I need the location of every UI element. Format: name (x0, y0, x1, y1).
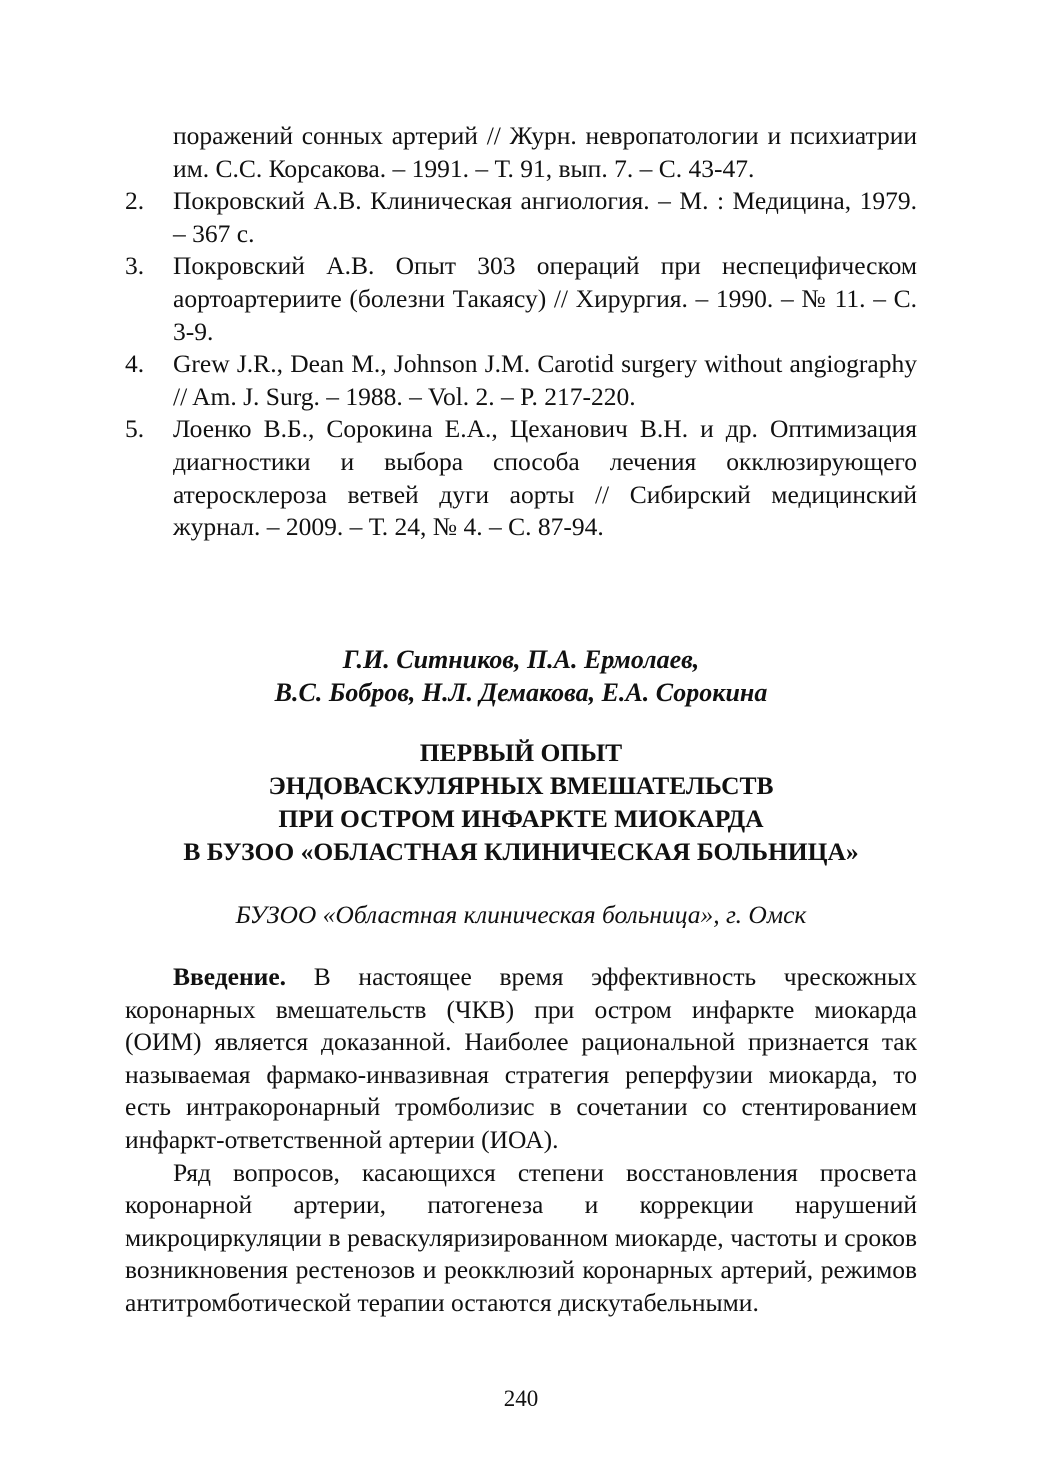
reference-text: Покровский А.В. Клиническая ангиология. – М. : Медицина, 1979. – 367 с. (173, 186, 917, 248)
reference-number: 5. (125, 414, 145, 444)
title-line: ПРИ ОСТРОМ ИНФАРКТЕ МИОКАРДА (278, 804, 764, 833)
reference-list (125, 120, 917, 544)
intro-text: В настоящее время эффективность чрескожных коронарных вмешательств (ЧКВ) при остром инфаркте миокарда (ОИМ) является доказанной. Наиболее рациональной признается так называемая фармако-инвазивная стратегия реперфузии миокарда, то есть интракоронарный тромболизис в сочетании со стентированием инфаркт-ответственной артерии (ИОА). (125, 962, 917, 1154)
title-line: ПЕРВЫЙ ОПЫТ (419, 738, 623, 767)
authors-line: Г.И. Ситников, П.А. Ермолаев, (342, 645, 700, 674)
reference-number: 4. (125, 349, 145, 379)
article-authors (125, 643, 917, 709)
reference-number: 3. (125, 251, 145, 281)
reference-number: 2. (125, 186, 145, 216)
article-body (125, 961, 917, 1320)
article-title (125, 736, 917, 868)
intro-label: Введение. (173, 962, 287, 991)
reference-text: поражений сонных артерий // Журн. невропатологии и психиатрии им. С.С. Корсакова. – 1991. – Т. 91, вып. 7. – С. 43-47. (173, 121, 917, 183)
authors-line: В.С. Бобров, Н.Л. Демакова, Е.А. Сорокина (274, 678, 768, 707)
intro-paragraph (125, 961, 917, 1157)
affiliation: БУЗОО «Областная клиническая больница», г. Омск (235, 900, 807, 929)
reference-text: Лоенко В.Б., Сорокина Е.А., Цеханович В.Н. и др. Оптимизация диагностики и выбора способа лечения окклюзирующего атеросклероза ветвей дуги аорты // Сибирский медицинский журнал. – 2009. – Т. 24, № 4. – С. 87-94. (173, 414, 917, 542)
reference-item (125, 120, 917, 185)
body-paragraph: Ряд вопросов, касающихся степени восстановления просвета коронарной артерии, патогенеза и коррекции нарушений микроциркуляции в реваскуляризированном миокарде, частоты и сроков возникновения рестенозов и реокклюзий коронарных артерий, режимов антитромботической терапии остаются дискутабельными. (125, 1157, 917, 1317)
title-line: ЭНДОВАСКУЛЯРНЫХ ВМЕШАТЕЛЬСТВ (268, 771, 774, 800)
reference-item (125, 413, 917, 543)
reference-item (125, 185, 917, 250)
page-number: 240 (503, 1386, 539, 1411)
reference-item (125, 348, 917, 413)
reference-text: Grew J.R., Dean M., Johnson J.M. Carotid surgery without angiography // Am. J. Surg. – 1988. – Vol. 2. – P. 217-220. (173, 349, 917, 411)
reference-text: Покровский А.В. Опыт 303 операций при неспецифическом аортоартериите (болезни Такаясу) // Хирургия. – 1990. – № 11. – С. 3-9. (173, 251, 917, 346)
title-line: В БУЗОО «ОБЛАСТНАЯ КЛИНИЧЕСКАЯ БОЛЬНИЦА» (183, 837, 859, 866)
reference-item (125, 250, 917, 348)
